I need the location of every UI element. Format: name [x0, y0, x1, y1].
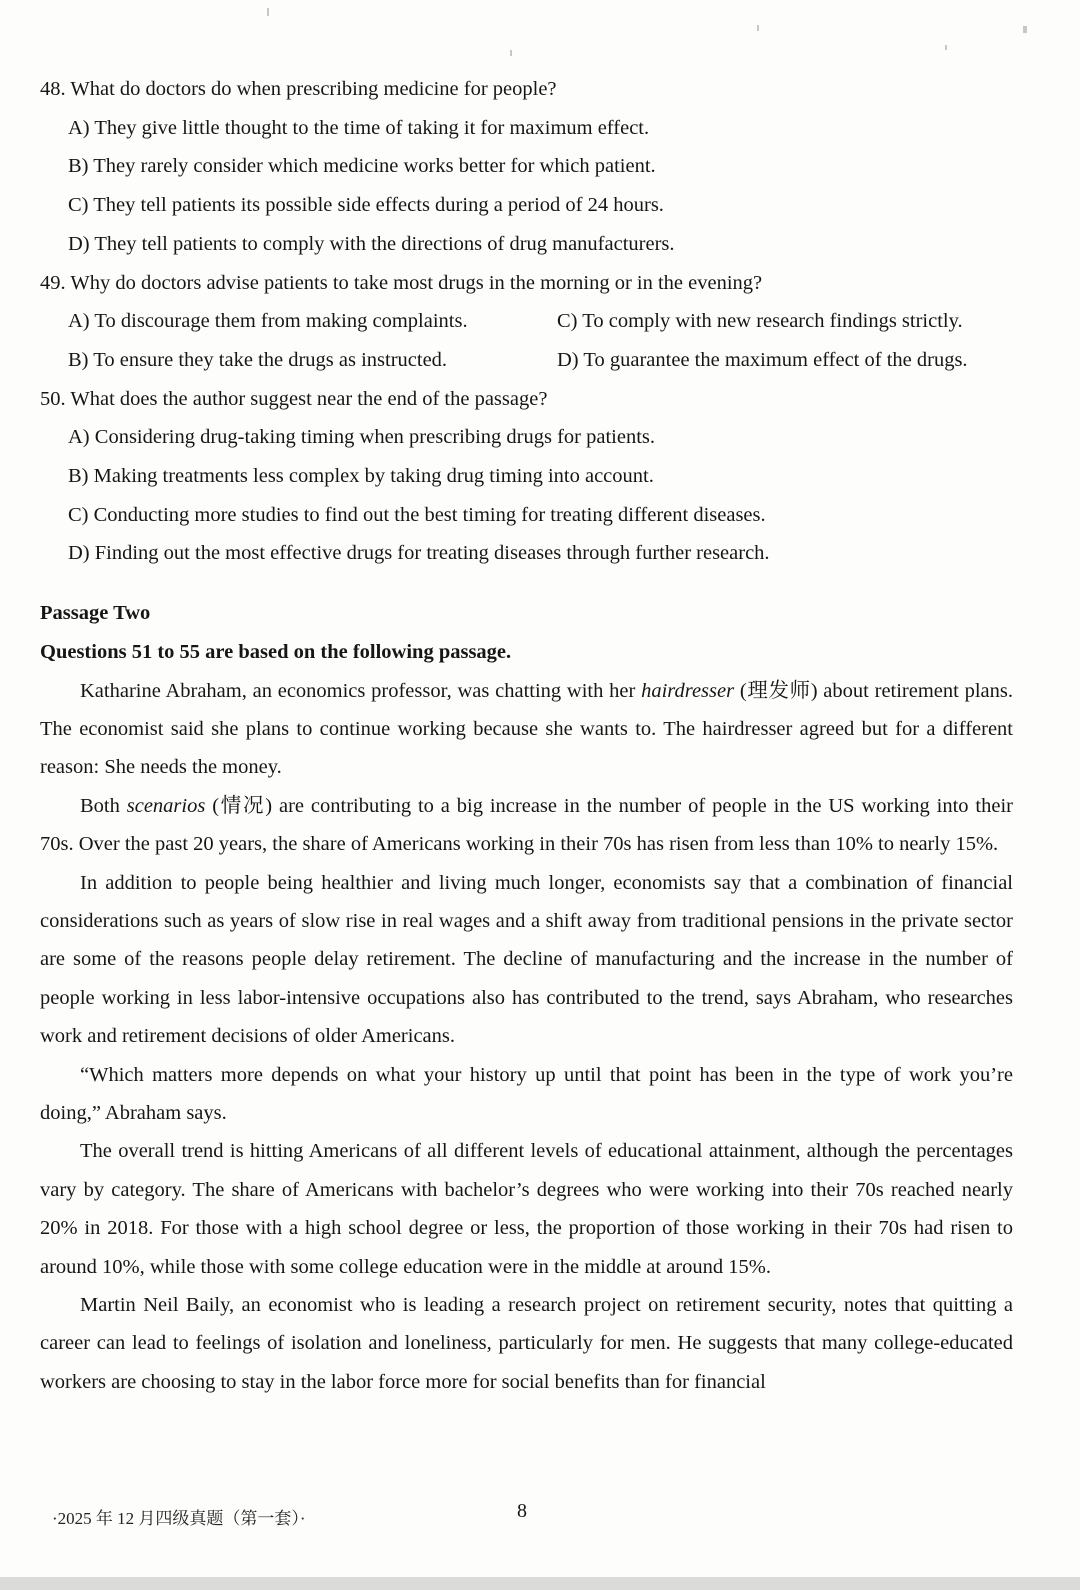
- option-label: A): [68, 426, 90, 449]
- question-head: [40, 70, 1013, 109]
- question-number: 49.: [40, 271, 66, 294]
- passage-paragraph: Both scenarios (情况) are contributing to a big increase in the number of people in the US working into their 70s. Over the past 20 years, the share of Americans working in their 70s has risen from less than 10% to nearly 15%.: [40, 794, 1013, 856]
- option-text: To discourage them from making complaints.: [94, 310, 468, 333]
- answer-option: [68, 341, 557, 380]
- footer-source: ·2025 年 12 月四级真题（第一套）·: [52, 1509, 306, 1528]
- answer-option: [68, 225, 1013, 264]
- option-text: They rarely consider which medicine works better for which patient.: [93, 155, 656, 178]
- option-text: Considering drug-taking timing when prescribing drugs for patients.: [94, 426, 656, 449]
- passage-paragraph: The overall trend is hitting Americans of all different levels of educational attainment, although the percentages vary by category. The share of Americans with bachelor’s degrees who were working into their 70s reached nearly 20% in 2018. For those with a high school degree or less, the proportion of those working in their 70s had risen to around 10%, while those with some college education were in the middle at around 15%.: [40, 1140, 1013, 1278]
- option-text: To ensure they take the drugs as instructed.: [93, 348, 448, 371]
- question-text: Why do doctors advise patients to take most drugs in the morning or in the evening?: [70, 271, 763, 294]
- option-row: [40, 341, 1013, 380]
- option-text: To comply with new research findings strictly.: [582, 310, 963, 333]
- italic-term: hairdresser: [641, 679, 735, 702]
- option-label: D): [557, 348, 579, 371]
- answer-option: [68, 302, 557, 341]
- option-row: [40, 225, 1013, 264]
- passage-paragraph: Martin Neil Baily, an economist who is leading a research project on retirement security, notes that quitting a career can lead to feelings of isolation and loneliness, particularly for men. He suggests that many college-educated workers are choosing to stay in the labor force more for social benefits than for financial: [40, 1294, 1013, 1393]
- option-label: A): [68, 116, 90, 139]
- question-item: [40, 380, 1013, 574]
- scan-artifact: [757, 25, 759, 31]
- option-label: B): [68, 155, 89, 178]
- question-item: [40, 70, 1013, 264]
- question-number: 48.: [40, 78, 66, 100]
- option-row: [40, 457, 1013, 496]
- option-text: They tell patients its possible side effects during a period of 24 hours.: [93, 194, 664, 217]
- answer-option: [68, 457, 1013, 496]
- question-text: What do doctors do when prescribing medicine for people?: [70, 78, 557, 100]
- answer-option: [557, 341, 968, 380]
- scan-artifact: [510, 50, 512, 56]
- option-label: D): [68, 542, 90, 565]
- passage-section: [40, 594, 1013, 1401]
- answer-option: [68, 534, 1013, 573]
- passage-paragraph: Katharine Abraham, an economics professor, was chatting with her hairdresser (理发师) about retirement plans. The economist said she plans to continue working because she wants to. The hairdresser agreed but for a different reason: She needs the money.: [40, 679, 1014, 779]
- answer-option: [68, 109, 1013, 148]
- option-row: [40, 418, 1013, 457]
- option-text: They tell patients to comply with the directions of drug manufacturers.: [94, 232, 675, 255]
- question-head: [40, 380, 1013, 419]
- option-text: Making treatments less complex by taking drug timing into account.: [93, 465, 654, 488]
- option-row: [40, 186, 1013, 225]
- answer-option: [68, 496, 1013, 535]
- scanner-edge-bar: [0, 1577, 1080, 1590]
- option-row: [40, 302, 1013, 341]
- document-page: [40, 70, 1013, 1401]
- scan-artifact: [945, 45, 947, 50]
- option-label: B): [68, 465, 89, 488]
- option-label: C): [557, 310, 578, 333]
- italic-term: scenarios: [126, 794, 206, 817]
- option-label: C): [68, 503, 89, 526]
- option-label: A): [68, 310, 90, 333]
- question-head: [40, 264, 1013, 303]
- option-text: Finding out the most effective drugs for treating diseases through further research.: [94, 542, 770, 565]
- passage-paragraph: In addition to people being healthier and living much longer, economists say that a combination of financial considerations such as years of slow rise in real wages and a shift away from traditional pensions in the private sector are some of the reasons people delay retirement. The decline of manufacturing and the increase in the number of people working in less labor-intensive occupations also has contributed to the trend, says Abraham, who researches work and retirement decisions of older Americans.: [40, 871, 1013, 1048]
- question-text: What does the author suggest near the end of the passage?: [70, 387, 548, 410]
- question-number: 50.: [40, 387, 66, 410]
- scan-artifact: [267, 8, 269, 16]
- option-row: [40, 147, 1013, 186]
- answer-option: [68, 186, 1013, 225]
- option-text: Conducting more studies to find out the best timing for treating different diseases.: [93, 503, 766, 526]
- option-row: [40, 534, 1013, 573]
- option-row: [40, 109, 1013, 148]
- passage-heading: Passage Two: [40, 602, 151, 625]
- answer-option: [68, 418, 1013, 457]
- option-label: C): [68, 194, 89, 217]
- option-text: They give little thought to the time of taking it for maximum effect.: [94, 116, 650, 139]
- option-label: B): [68, 348, 89, 371]
- passage-body: [40, 672, 1013, 1402]
- passage-instruction: Questions 51 to 55 are based on the following passage.: [40, 640, 512, 663]
- passage-paragraph: “Which matters more depends on what your history up until that point has been in the type of work you’re doing,” Abraham says.: [40, 1063, 1013, 1125]
- option-text: To guarantee the maximum effect of the drugs.: [583, 348, 968, 371]
- answer-option: [557, 302, 963, 341]
- option-label: D): [68, 232, 90, 255]
- question-item: [40, 264, 1013, 380]
- footer-page-number: 8: [517, 1500, 527, 1522]
- answer-option: [68, 147, 1013, 186]
- scan-artifact: [1023, 26, 1027, 33]
- questions-section: [40, 70, 1013, 573]
- option-row: [40, 496, 1013, 535]
